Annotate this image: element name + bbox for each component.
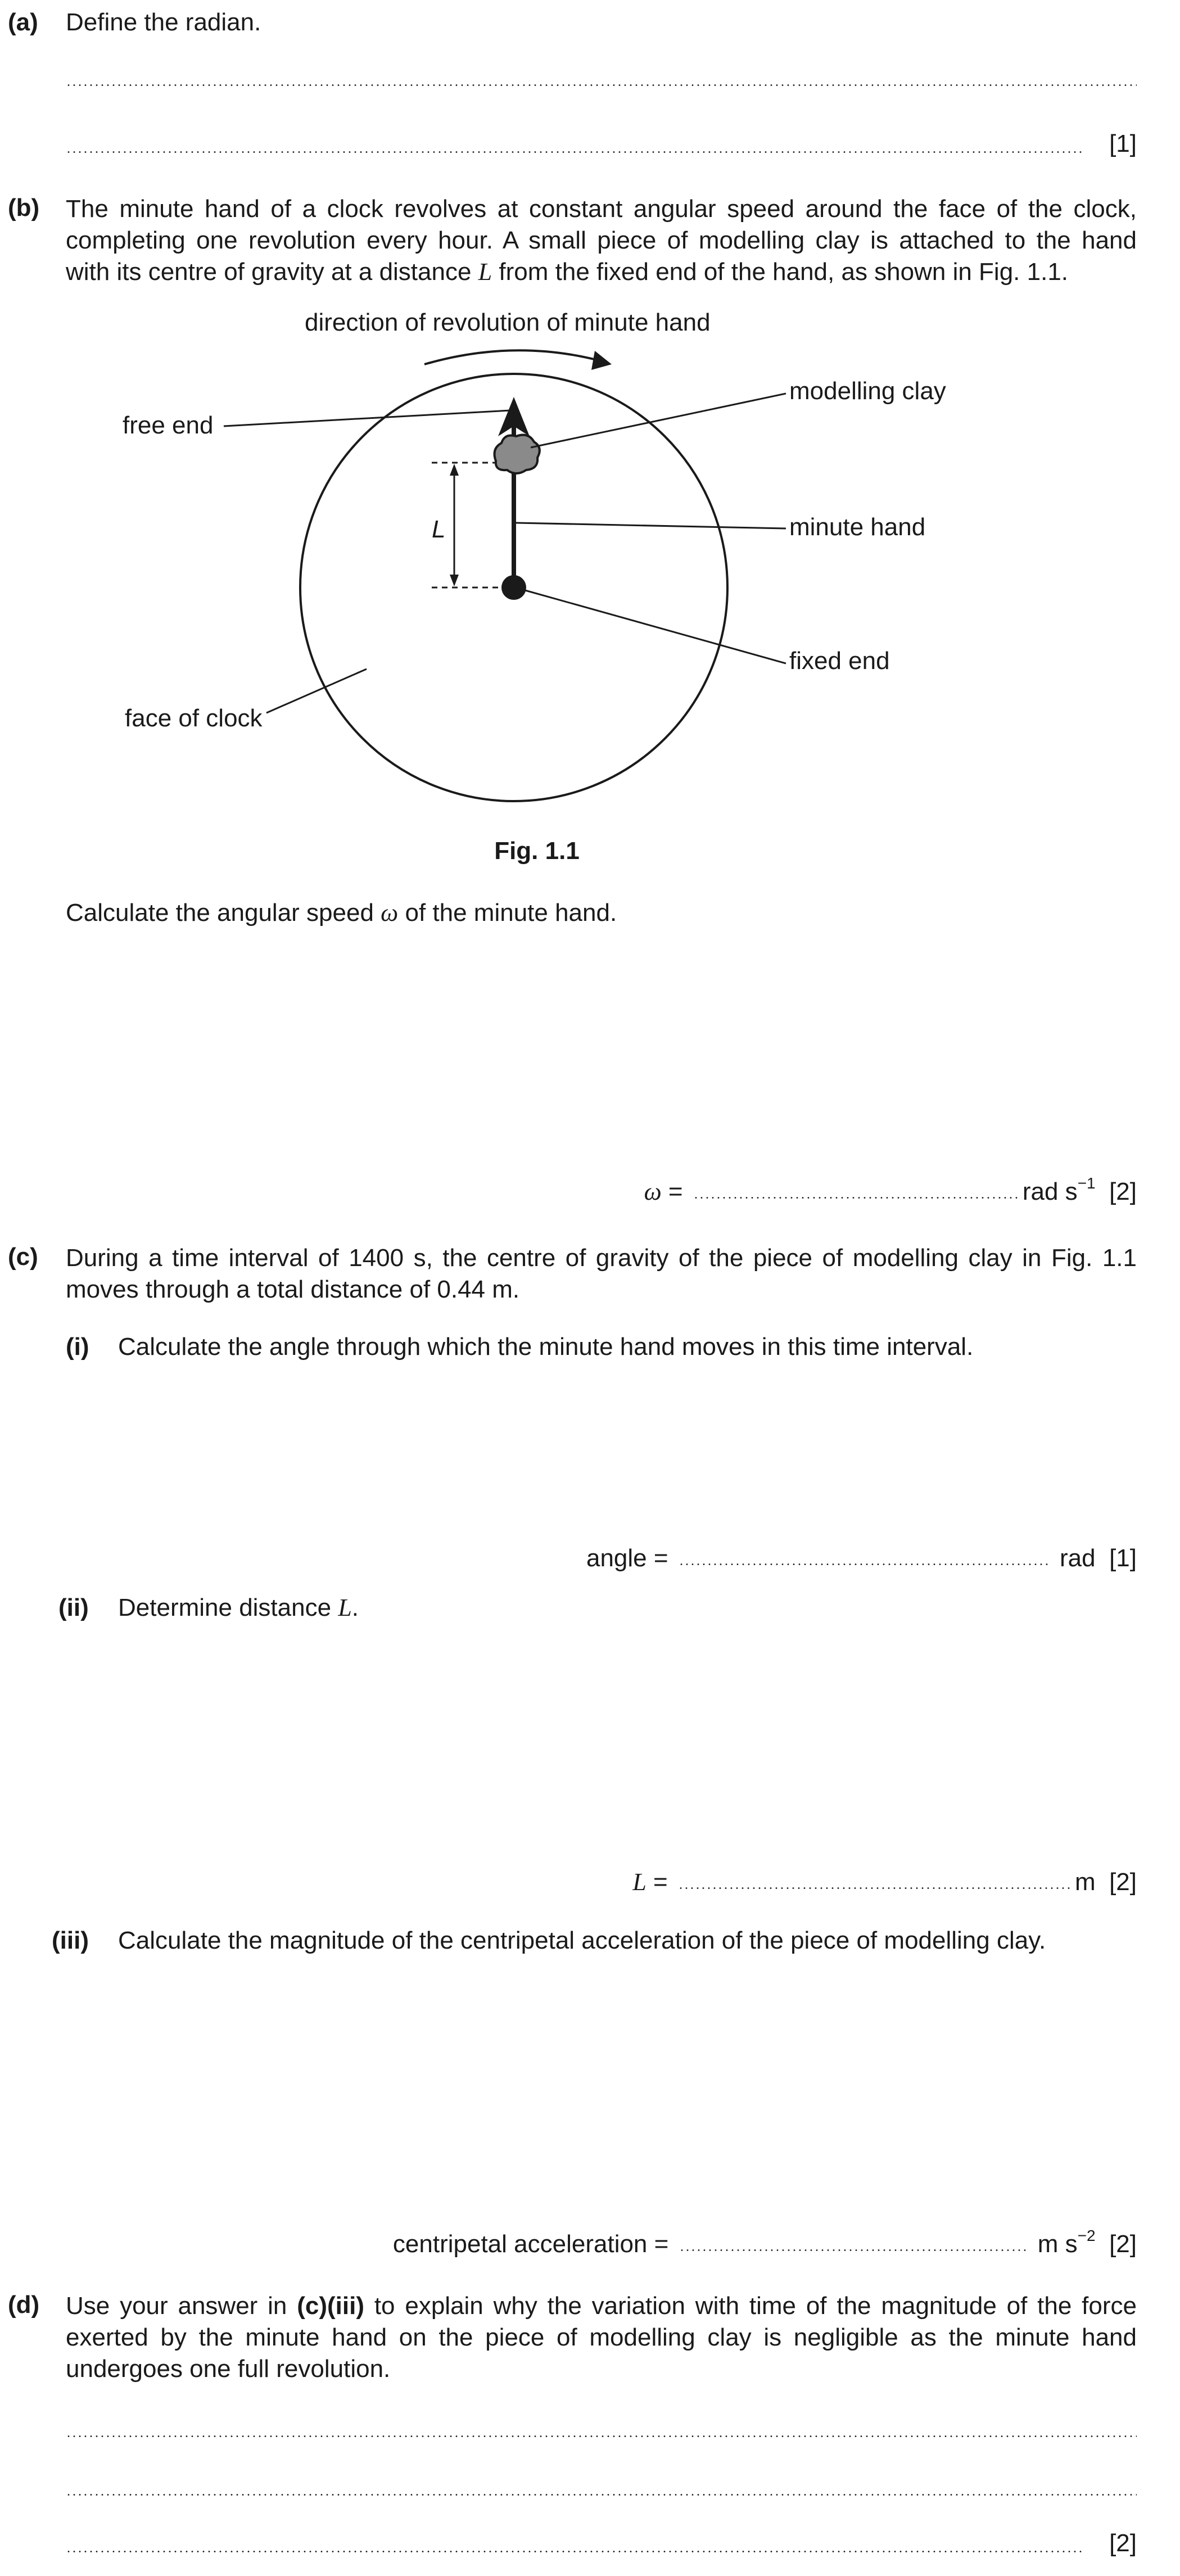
fixed-end-leader xyxy=(525,590,786,663)
part-b-line-1: The minute hand of a clock revolves at constant angular speed around the face of the clock, xyxy=(66,195,1137,223)
part-d-answer-line-3[interactable] xyxy=(66,2551,1083,2552)
part-b-line-3: with its centre of gravity at a distance L from the fixed end of the hand, as shown in Fig. 1.1. xyxy=(66,258,1069,286)
part-a-answer-line-2[interactable] xyxy=(66,151,1083,153)
part-c-iii-answer-prefix: centripetal acceleration = xyxy=(392,2230,669,2258)
part-d-answer-line-2[interactable] xyxy=(66,2494,1137,2496)
part-d-answer-line-1[interactable] xyxy=(66,2435,1137,2437)
part-c-iii-label: (iii) xyxy=(52,1927,89,1954)
part-c-label: (c) xyxy=(8,1243,38,1271)
part-d-line-2: exerted by the minute hand on the piece of modelling clay is negligible as the minute hand xyxy=(66,2324,1137,2351)
part-c-ii-marks: [2] xyxy=(1109,1868,1137,1896)
part-c-text xyxy=(66,1242,1137,1305)
part-c-iii-answer-field[interactable] xyxy=(679,2249,1028,2251)
omega-answer-symbol: ω xyxy=(644,1178,662,1205)
part-d-reference: (c)(iii) xyxy=(297,2292,364,2320)
part-c-line-1: During a time interval of 1400 s, the centre of gravity of the piece of modelling clay in Fig. 1.1 xyxy=(66,1244,1137,1272)
fixed-end-label: fixed end xyxy=(789,647,890,675)
part-c-ii-question: Determine distance L. xyxy=(118,1594,359,1621)
L-arrow-up xyxy=(450,464,459,476)
figure-1-1 xyxy=(0,292,1180,900)
part-a-answer-row xyxy=(66,128,1137,160)
part-c-iii-unit: m s xyxy=(1037,2230,1078,2258)
part-b-unit: rad s xyxy=(1022,1178,1078,1205)
direction-arrow xyxy=(424,350,607,364)
L-label: L xyxy=(432,516,446,543)
direction-label: direction of revolution of minute hand xyxy=(305,309,711,336)
part-c-ii-answer-row xyxy=(66,1867,1137,1898)
part-c-ii-label: (ii) xyxy=(58,1594,89,1621)
part-b-question: Calculate the angular speed ω of the minute hand. xyxy=(66,899,617,927)
part-a-marks: [1] xyxy=(1109,130,1137,157)
part-a-label: (a) xyxy=(8,8,38,36)
minute-hand-leader xyxy=(516,523,786,528)
modelling-clay-leader xyxy=(531,394,786,448)
part-d-answer-row xyxy=(66,2528,1137,2559)
part-b-unit-exponent: −1 xyxy=(1077,1174,1096,1192)
modelling-clay-label: modelling clay xyxy=(789,377,946,405)
part-d-text xyxy=(66,2290,1137,2385)
part-d-line-1: Use your answer in (c)(iii) to explain why the variation with time of the magnitude of the force xyxy=(66,2292,1137,2320)
part-b-answer-field[interactable] xyxy=(693,1197,1019,1199)
part-b-line-2: completing one revolution every hour. A small piece of modelling clay is attached to the hand xyxy=(66,227,1137,254)
part-c-iii-question: Calculate the magnitude of the centripetal acceleration of the piece of modelling clay. xyxy=(118,1927,1046,1954)
part-c-ii-answer-symbol: L xyxy=(632,1868,646,1896)
variable-L-question: L xyxy=(338,1594,352,1621)
part-d-label: (d) xyxy=(8,2291,40,2319)
part-c-i-answer-prefix: angle = xyxy=(586,1544,668,1572)
part-c-i-marks: [1] xyxy=(1109,1544,1137,1572)
part-c-ii-answer-field[interactable] xyxy=(678,1887,1072,1889)
L-arrow-down xyxy=(450,575,459,586)
face-of-clock-leader xyxy=(266,669,367,713)
part-c-i-answer-field[interactable] xyxy=(679,1563,1050,1565)
part-c-i-unit: rad xyxy=(1060,1544,1096,1572)
part-c-iii-unit-exponent: −2 xyxy=(1077,2227,1096,2244)
part-d-marks: [2] xyxy=(1109,2529,1137,2557)
part-c-iii-answer-row xyxy=(66,2229,1137,2260)
part-b-marks: [2] xyxy=(1109,1178,1137,1205)
fixed-end-pivot xyxy=(501,575,526,600)
minute-hand-label: minute hand xyxy=(789,513,926,541)
part-c-line-2: moves through a total distance of 0.44 m. xyxy=(66,1276,520,1303)
part-c-i-answer-row xyxy=(66,1543,1137,1574)
part-b-answer-row: ω = rad $s^{-1}$ [2] xyxy=(644,1174,1137,1205)
part-c-ii-unit: m xyxy=(1074,1868,1096,1896)
face-of-clock-label: face of clock xyxy=(125,704,263,732)
omega-symbol: ω xyxy=(381,899,399,927)
part-c-ii-equals: = xyxy=(653,1868,668,1896)
variable-L: L xyxy=(478,258,492,286)
free-end-leader xyxy=(224,410,510,426)
figure-caption: Fig. 1.1 xyxy=(494,837,580,865)
part-c-iii-marks: [2] xyxy=(1109,2230,1137,2258)
direction-arrowhead xyxy=(591,351,612,370)
part-a-question: Define the radian. xyxy=(66,8,261,36)
part-c-i-question: Calculate the angle through which the minute hand moves in this time interval. xyxy=(118,1333,974,1361)
modelling-clay xyxy=(495,435,540,473)
part-b-label: (b) xyxy=(8,194,40,222)
part-a-answer-line-1[interactable] xyxy=(66,84,1137,86)
part-b-text xyxy=(66,193,1137,288)
part-d-line-3: undergoes one full revolution. xyxy=(66,2355,391,2383)
free-end-label: free end xyxy=(123,412,214,439)
part-c-i-label: (i) xyxy=(66,1333,89,1361)
